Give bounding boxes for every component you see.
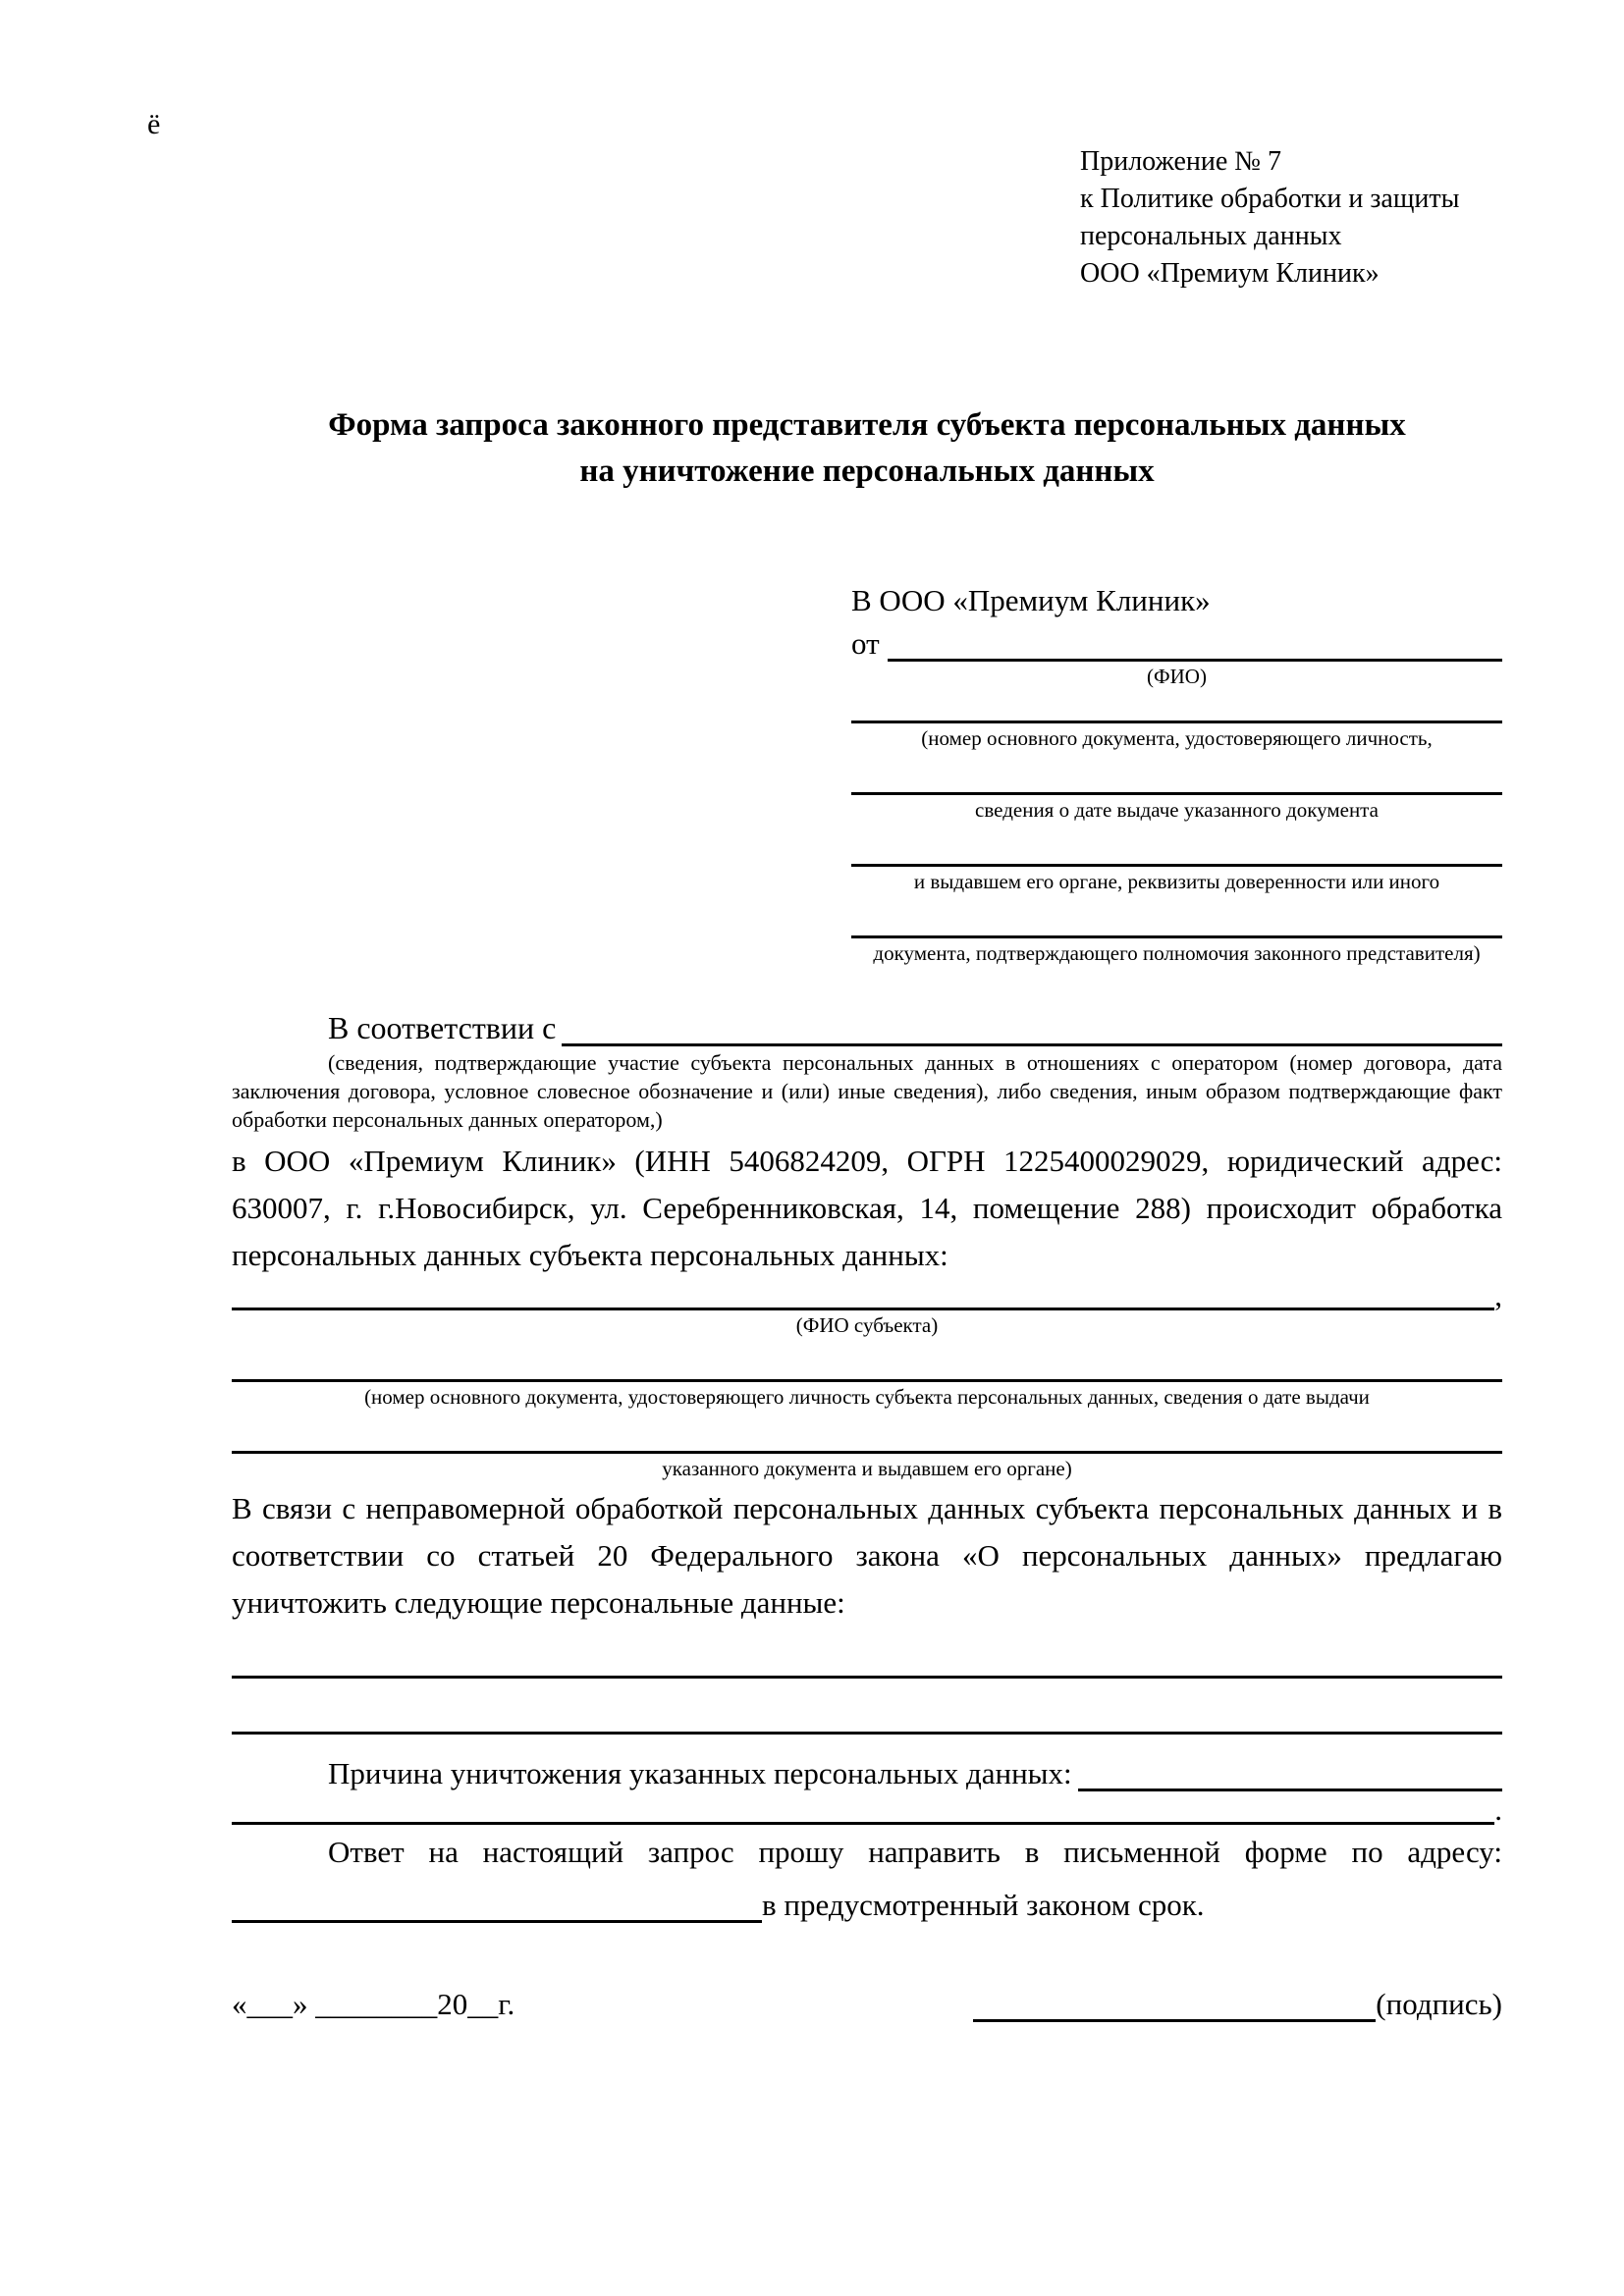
document-title [232,402,1502,495]
blank-caption: и выдавшем его органе, реквизиты доверенности или иного [913,870,1440,893]
appendix-line: персональных данных [1080,221,1342,251]
from-label: от [851,626,880,661]
subject-doc-caption: (номер основного документа, удостоверяющего личность субъекта персональных данных, сведения о дате выдачи [364,1385,1370,1409]
fill-in-blank [851,894,1502,938]
reply-tail-text: в предусмотренный законом срок. [762,1888,1205,1922]
reason-line [232,1744,1502,1791]
signature-caption: (подпись) [1376,1987,1502,2021]
fill-in-blank [232,1881,762,1923]
reason-label: Причина уничтожения указанных персональных данных: [328,1756,1072,1790]
reason-continuation-line [232,1791,1502,1825]
trailing-comma: , [1494,1278,1502,1312]
accordance-label: В соответствии с [328,1010,557,1045]
fill-in-blank [851,751,1502,795]
appendix-line: к Политике обработки и защиты [1080,184,1460,214]
blank-caption: (номер основного документа, удостоверяющего личность, [921,726,1433,750]
signature-group [973,1986,1502,2022]
fill-in-blank [232,1679,1502,1735]
stray-char: ё [147,108,161,140]
fill-in-blank [232,1627,1502,1679]
subject-fio-line [232,1278,1502,1312]
signature-row [232,1986,1502,2022]
fill-in-blank [562,1043,1502,1046]
addressee-company: В ООО «Премиум Клиник» [851,583,1211,617]
fill-in-blank [851,689,1502,723]
fill-in-blank [888,659,1502,662]
signature-blank [973,1986,1376,2022]
operator-paragraph: в ООО «Премиум Клиник» (ИНН 5406824209, ОГРН 1225400029029, юридический адрес: 630007, г. г.Новосибирск, ул. Серебренниковская, 14, помещение 288) происходит обработка персональных данных субъекта персональных данных: [232,1144,1502,1272]
document-content [232,0,1502,2022]
date-blank: «___» ________20__г. [232,1987,515,2021]
reply-address-line [232,1880,1502,1923]
title-line: на уничтожение персональных данных [579,454,1155,489]
accordance-note: (сведения, подтверждающие участие субъекта персональных данных в отношениях с оператором (номер договора, дата заключения договора, условное словесное обозначение и (или) иные сведения), либо сведения, иным образом подтверждающие факт обработки персональных данных оператором,) [232,1050,1502,1132]
fio-caption: (ФИО) [1147,665,1207,688]
appendix-header [1080,0,1502,293]
blank-caption: документа, подтверждающего полномочия законного представителя) [873,941,1481,965]
subject-doc-caption: указанного документа и выдавшем его органе) [662,1457,1072,1480]
appendix-line: Приложение № 7 [1080,146,1281,177]
fill-in-blank [1078,1789,1502,1791]
fill-in-blank [232,1822,1494,1825]
trailing-period: . [1494,1792,1502,1827]
fill-in-blank [232,1410,1502,1454]
accordance-line [232,1001,1502,1046]
blank-caption: сведения о дате выдаче указанного документа [975,798,1379,822]
title-line: Форма запроса законного представителя субъекта персональных данных [328,407,1406,443]
reply-paragraph: Ответ на настоящий запрос прошу направить в письменной форме по адресу: [328,1835,1502,1869]
fill-in-blank [232,1308,1494,1310]
fill-in-blank [851,823,1502,867]
from-line [851,620,1502,662]
subject-fio-caption: (ФИО субъекта) [795,1313,939,1337]
fill-in-blank [232,1338,1502,1382]
addressee-block [851,581,1502,966]
demand-paragraph: В связи с неправомерной обработкой персональных данных субъекта персональных данных и в соответствии со статьей 20 Федерального закона «О персональных данных» предлагаю уничтожить следующие персональные данные: [232,1491,1502,1620]
appendix-line: ООО «Премиум Клиник» [1080,258,1380,289]
